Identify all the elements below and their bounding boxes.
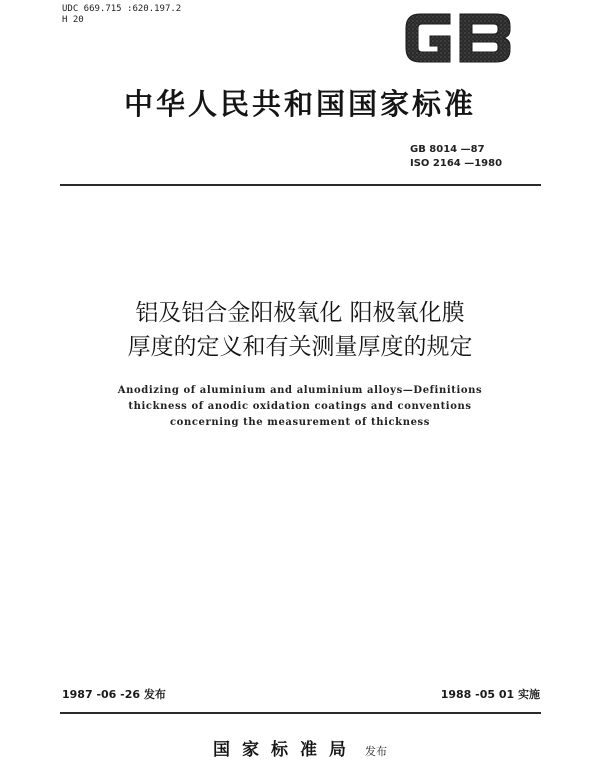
issuer-name: 国家标准局: [212, 740, 358, 760]
implementation-date: 1988 -05 01 实施: [440, 688, 540, 701]
top-divider: [60, 184, 541, 186]
chinese-title-line-1: 铝及铝合金阳极氧化 阳极氧化膜: [135, 300, 465, 326]
english-title-line-1: Anodizing of aluminium and aluminium alloys—Definitions: [117, 385, 483, 396]
national-standard-title: 中华人民共和国国家标准: [123, 87, 476, 121]
english-title-line-3: concerning the measurement of thickness: [169, 417, 431, 428]
iso-code: ISO 2164 —1980: [410, 158, 503, 169]
english-title-line-2: thickness of anodic oxidation coatings and conventions: [128, 401, 472, 412]
issue-date: 1987 -06 -26 发布: [62, 688, 166, 701]
classification-block: [62, 4, 181, 26]
issuer-line: [0, 735, 600, 760]
class-code: H 20: [62, 15, 84, 25]
gb-logo: [400, 8, 516, 68]
gb-code: GB 8014 —87: [410, 144, 485, 155]
chinese-title: [40, 296, 560, 364]
english-title: [60, 383, 540, 431]
issuer-suffix: 发布: [365, 745, 388, 758]
chinese-title-line-2: 厚度的定义和有关测量厚度的规定: [127, 334, 473, 360]
standard-codes: [410, 143, 502, 171]
udc-number: UDC 669.715 :620.197.2: [62, 4, 182, 14]
bottom-divider: [60, 712, 541, 714]
